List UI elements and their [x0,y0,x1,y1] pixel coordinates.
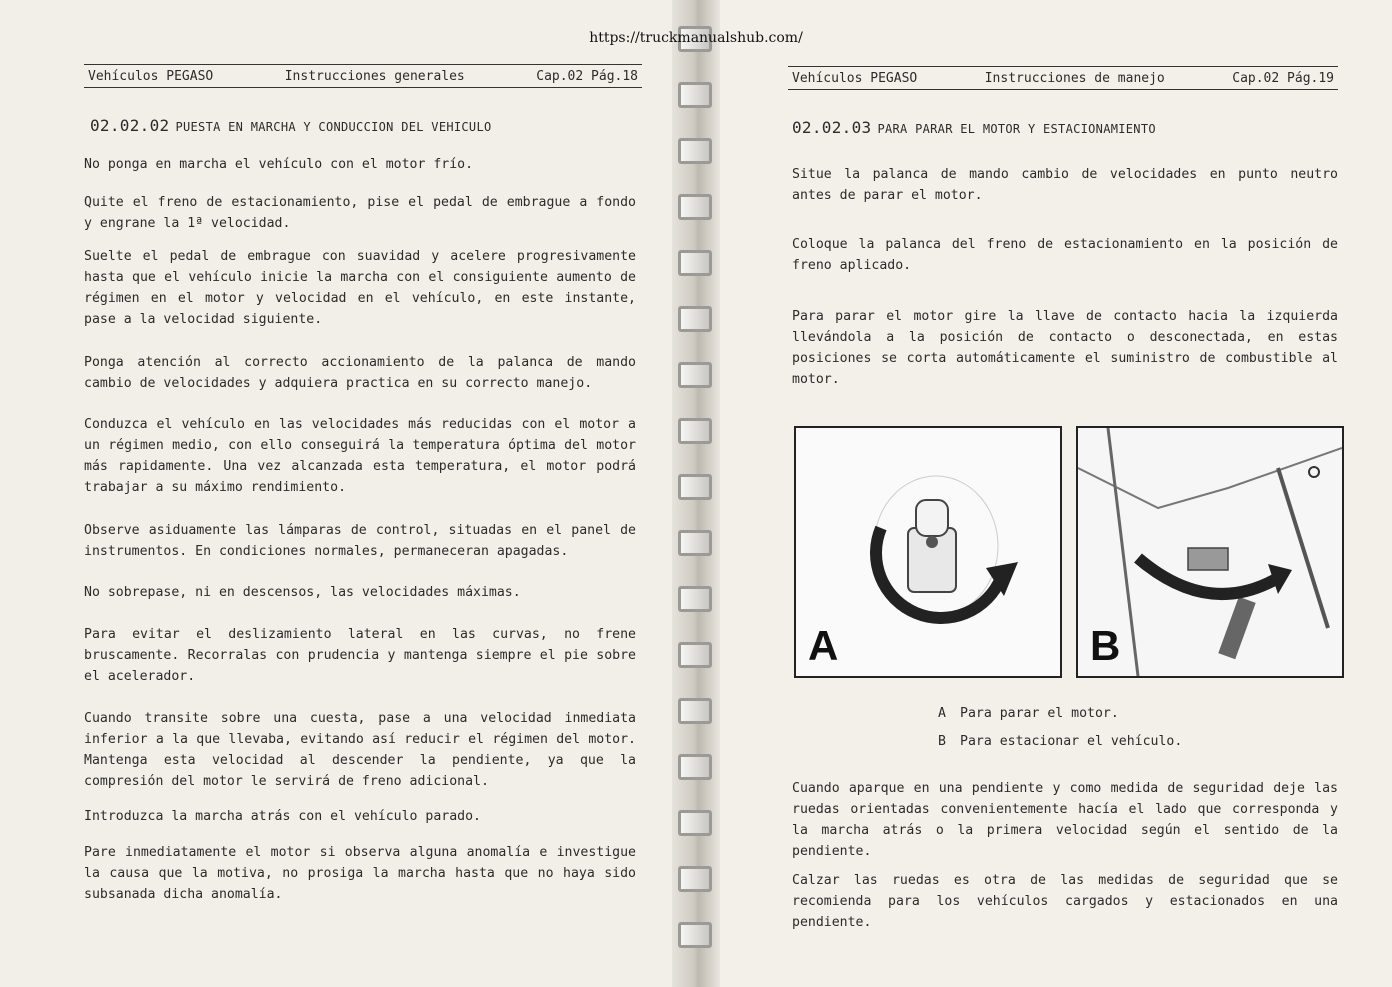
binding-ring [678,922,712,948]
header-brand: Vehículos PEGASO [792,70,918,86]
header-page-number: Cap.02 Pág.18 [536,68,638,84]
legend-item [938,734,1182,749]
right-page [700,0,1392,987]
left-page [0,0,692,987]
header-brand: Vehículos PEGASO [88,68,214,84]
paragraph: Para evitar el deslizamiento lateral en las curvas, no frene bruscamente. Recorralas con prudencia y mantenga siempre el pie sobre el acelerador. [84,627,636,684]
paragraph: Calzar las ruedas es otra de las medidas de seguridad que se recomienda para los vehículos cargados y estacionados en una pendiente. [792,873,1338,930]
header-section: Instrucciones generales [284,68,465,84]
binding-ring [678,474,712,500]
legend-key: B [938,734,946,749]
binding-ring [678,810,712,836]
figure-b [1076,426,1344,678]
paragraph: Ponga atención al correcto accionamiento de la palanca de mando cambio de velocidades y adquiera practica en su correcto manejo. [84,355,636,391]
paragraph: Para parar el motor gire la llave de contacto hacia la izquierda llevándola a la posición de contacto o desconectada, en estas posiciones se corta automáticamente el suministro de combustible al motor. [792,309,1338,387]
section-number: 02.02.03 [792,118,872,137]
right-page-header [788,66,1338,90]
paragraph: No ponga en marcha el vehículo con el motor frío. [84,157,474,172]
section-title [90,116,492,135]
paragraph: Observe asiduamente las lámparas de control, situadas en el panel de instrumentos. En condiciones normales, permaneceran apagadas. [84,523,636,559]
paragraph: Cuando transite sobre una cuesta, pase a una velocidad inmediata inferior a la que llevaba, evitando así reducir el régimen del motor. Mantenga esta velocidad al descender la pendiente, ya que la compresión del motor le servirá de freno adicional. [84,711,636,789]
binding-ring [678,306,712,332]
binding-ring [678,250,712,276]
binding-ring [678,530,712,556]
paragraph: Suelte el pedal de embrague con suavidad y acelere progresivamente hasta que el vehículo inicie la marcha con el consiguiente aumento de régimen en el motor y velocidad en el vehículo, en este instante, pase a la velocidad siguiente. [84,249,636,327]
figure-a [794,426,1062,678]
binding-ring [678,586,712,612]
paragraph: Introduzca la marcha atrás con el vehículo parado. [84,809,481,824]
paragraph: Coloque la palanca del freno de estacionamiento en la posición de freno aplicado. [792,237,1338,273]
left-page-header [84,64,642,88]
figure-label: A [808,622,839,669]
binding-ring [678,866,712,892]
binding-ring [678,698,712,724]
section-title-text: PUESTA EN MARCHA Y CONDUCCION DEL VEHICULO [175,120,492,134]
binding-ring [678,82,712,108]
legend-text: Para estacionar el vehículo. [960,734,1183,749]
figure-label: B [1090,622,1121,669]
header-section: Instrucciones de manejo [984,70,1165,86]
binding-ring [678,362,712,388]
paragraph: Pare inmediatamente el motor si observa alguna anomalía e investigue la causa que la motiva, no prosiga la marcha hasta que no haya sido subsanada dicha anomalía. [84,845,636,902]
section-title-text: PARA PARAR EL MOTOR Y ESTACIONAMIENTO [877,122,1156,136]
binding-ring [678,418,712,444]
paragraph: Quite el freno de estacionamiento, pise el pedal de embrague a fondo y engrane la 1ª velocidad. [84,195,636,231]
binding-ring [678,642,712,668]
legend-key: A [938,706,946,721]
paragraph: Cuando aparque en una pendiente y como medida de seguridad deje las ruedas orientadas convenientemente hacía el lado que corresponda y la marcha atrás o la primera velocidad según el sentido de la pendiente. [792,781,1338,859]
binding-ring [678,754,712,780]
section-title [792,118,1156,137]
paragraph: No sobrepase, ni en descensos, las velocidades máximas. [84,585,521,600]
binding-ring [678,138,712,164]
binding-ring [678,194,712,220]
paragraph: Conduzca el vehículo en las velocidades más reducidas con el motor a un régimen medio, con ello conseguirá la temperatura óptima del motor más rapidamente. Una vez alcanzada esta temperatura, el motor podrá trabajar a su máximo rendimiento. [84,417,636,495]
legend-text: Para parar el motor. [960,706,1119,721]
header-page-number: Cap.02 Pág.19 [1232,70,1334,86]
legend-item [938,706,1119,721]
paragraph: Situe la palanca de mando cambio de velocidades en punto neutro antes de parar el motor. [792,167,1338,203]
section-number: 02.02.02 [90,116,170,135]
source-url[interactable]: https://truckmanualshub.com/ [589,30,803,46]
